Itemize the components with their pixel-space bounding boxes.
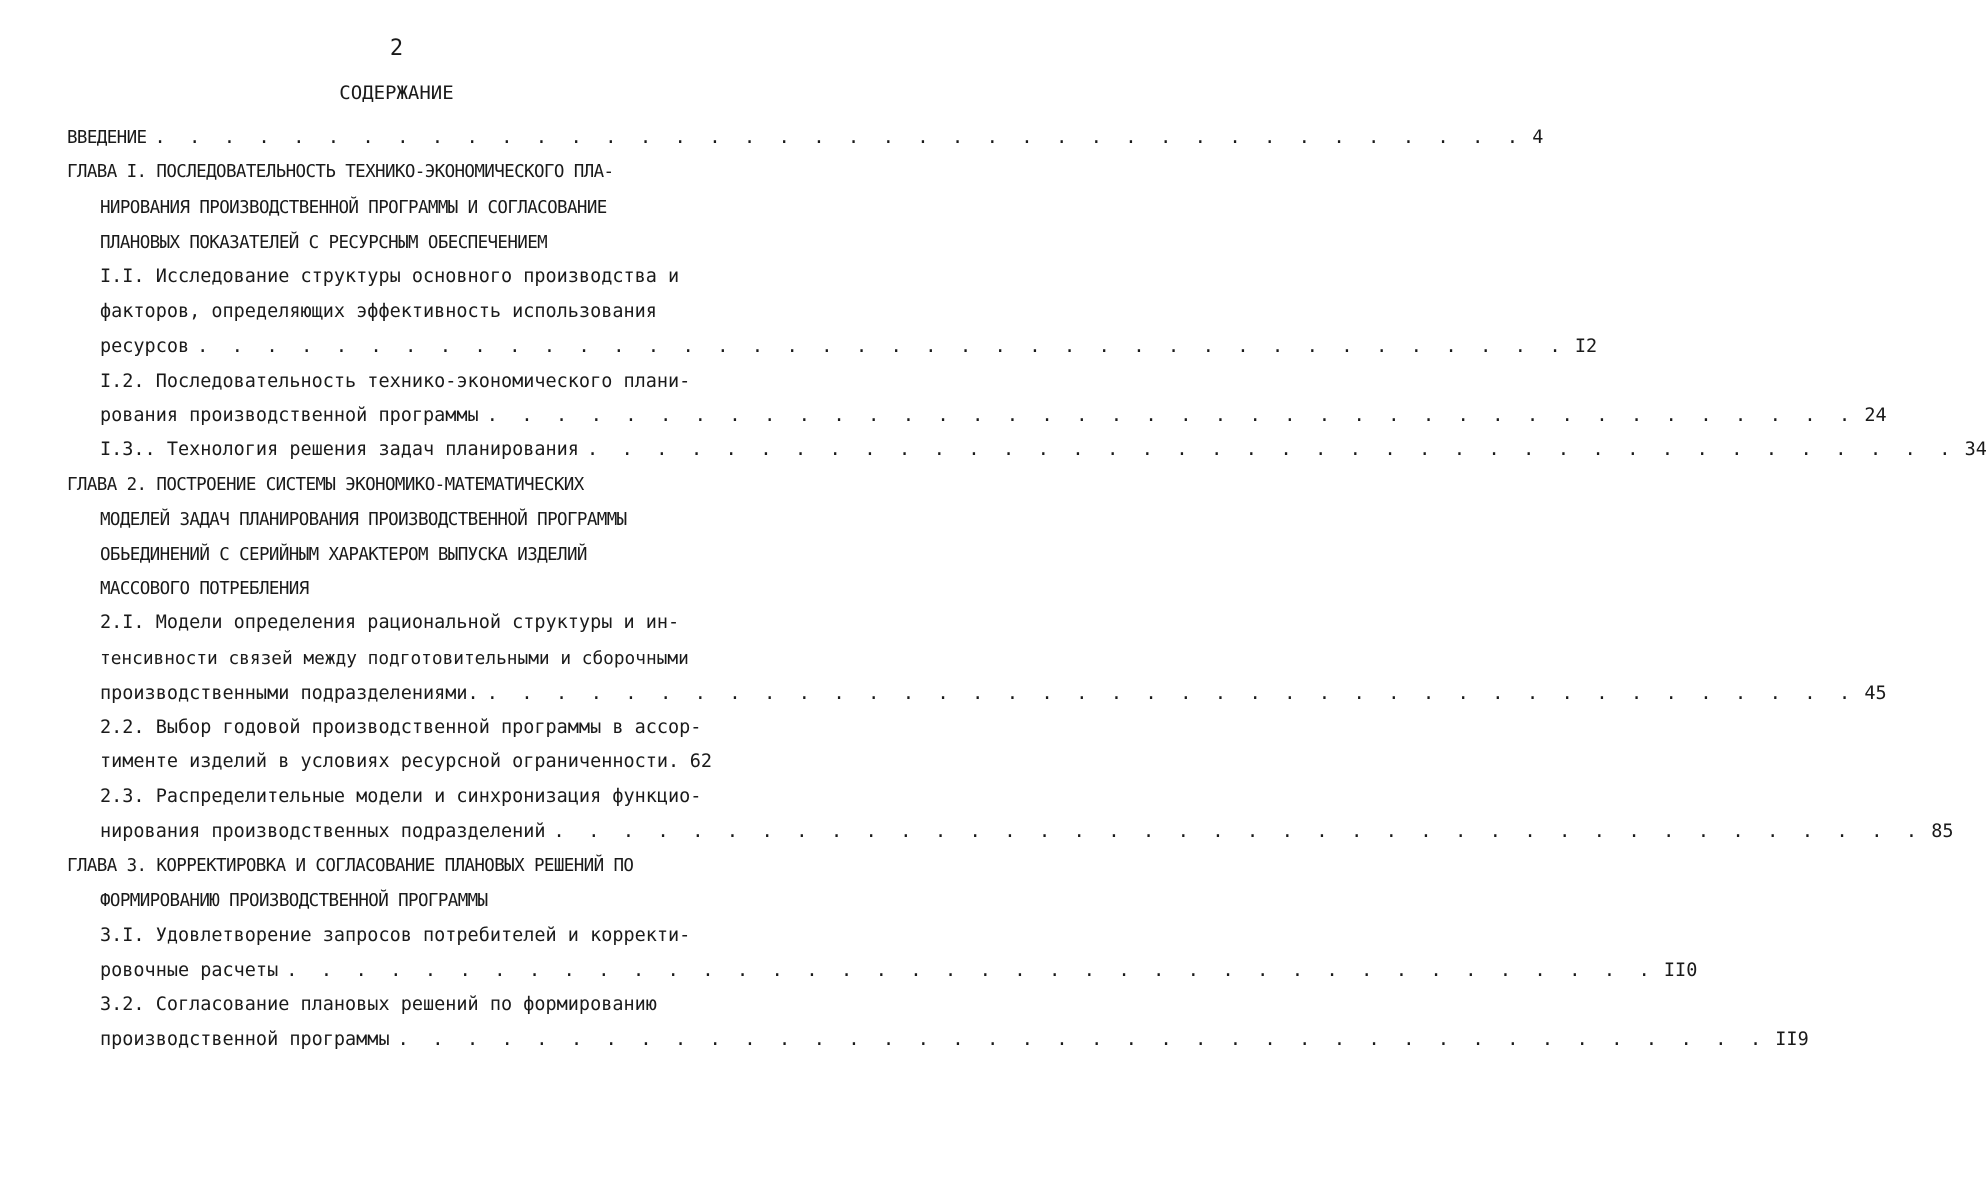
section-2-2-line-1: 2.2. Выбор годовой производственной программы в ассор- xyxy=(100,717,702,738)
toc-page-number: II0 xyxy=(1663,960,1698,981)
toc-entry-text: производственными подразделениями. xyxy=(100,683,479,704)
chapter-2-heading-line-3: ОБЬЕДИНЕНИЙ С СЕРИЙНЫМ ХАРАКТЕРОМ ВЫПУСКА ИЗДЕЛИЙ xyxy=(100,545,587,565)
section-1-1-line-3 xyxy=(100,332,1598,362)
toc-entry-text: ресурсов xyxy=(100,336,190,357)
chapter-2-heading-line-2: МОДЕЛЕЙ ЗАДАЧ ПЛАНИРОВАНИЯ ПРОИЗВОДСТВЕННОЙ ПРОГРАММЫ xyxy=(100,510,627,530)
chapter-3-heading-line-2: ФОРМИРОВАНИЮ ПРОИЗВОДСТВЕННОЙ ПРОГРАММЫ xyxy=(100,891,488,911)
chapter-1-heading-line-2: НИРОВАНИЯ ПРОИЗВОДСТВЕННОЙ ПРОГРАММЫ И СОГЛАСОВАНИЕ xyxy=(100,198,607,218)
dot-leader: . . . . . . . . . . . . . . . . . . . . . . . . . . . . . . . . . . . . . . . . xyxy=(197,336,1567,357)
section-1-3-line-1 xyxy=(100,435,1987,465)
dot-leader: . . . . . . . . . . . . . . . . . . . . . . . . . . . . . . . . . . . . . . . . xyxy=(397,1029,1768,1050)
section-2-1-line-1: 2.I. Модели определения рациональной структуры и ин- xyxy=(100,612,680,633)
dot-leader xyxy=(681,747,682,777)
toc-page-number: I2 xyxy=(1574,336,1598,357)
section-2-1-line-2: тенсивности связей между подготовительными и сборочными xyxy=(100,648,689,669)
toc-entry-text: производственной программы xyxy=(100,1029,390,1050)
toc-page-number: II9 xyxy=(1775,1029,1809,1050)
toc-entry-text: ВВЕДЕНИЕ xyxy=(67,128,147,148)
section-3-2-line-1: 3.2. Согласование плановых решений по формированию xyxy=(100,994,657,1015)
section-3-1-line-1: 3.I. Удовлетворение запросов потребителей и корректи- xyxy=(100,925,691,946)
toc-page-number: 24 xyxy=(1864,405,1887,426)
dot-leader: . . . . . . . . . . . . . . . . . . . . . . . . . . . . . . . . . . . . . . . . xyxy=(286,960,1656,981)
toc-entry-intro xyxy=(67,123,1544,153)
section-2-1-line-3 xyxy=(100,679,1887,709)
toc-page-number: 62 xyxy=(689,751,712,772)
section-1-1-line-2: факторов, определяющих эффективность использования xyxy=(100,301,657,322)
dot-leader: . . . . . . . . . . . . . . . . . . . . . . . . . . . . . . . . . . . . . . . . xyxy=(154,127,1525,148)
section-2-3-line-1: 2.3. Распределительные модели и синхронизация функцио- xyxy=(100,786,702,807)
dot-leader: . . . . . . . . . . . . . . . . . . . . . . . . . . . . . . . . . . . . . . . . xyxy=(486,405,1857,426)
section-3-1-line-2 xyxy=(100,956,1698,986)
chapter-3-heading-line-1: ГЛАВА 3. КОРРЕКТИРОВКА И СОГЛАСОВАНИЕ ПЛАНОВЫХ РЕШЕНИЙ ПО xyxy=(67,856,634,876)
toc-entry-text: нирования производственных подразделений xyxy=(100,821,546,842)
chapter-2-heading-line-4: МАССОВОГО ПОТРЕБЛЕНИЯ xyxy=(100,579,309,599)
section-2-2-line-2 xyxy=(100,747,712,777)
chapter-2-heading-line-1: ГЛАВА 2. ПОСТРОЕНИЕ СИСТЕМЫ ЭКОНОМИКО-МАТЕМАТИЧЕСКИХ xyxy=(67,475,584,495)
section-1-2-line-2 xyxy=(100,401,1887,431)
section-2-3-line-2 xyxy=(100,817,1954,847)
section-1-1-line-1: I.I. Исследование структуры основного производства и xyxy=(100,266,680,287)
toc-page-number: 85 xyxy=(1931,821,1954,842)
section-3-2-line-2 xyxy=(100,1025,1809,1055)
toc-entry-text: I.3.. Технология решения задач планирования xyxy=(100,439,579,460)
chapter-1-heading-line-1: ГЛАВА I. ПОСЛЕДОВАТЕЛЬНОСТЬ ТЕХНИКО-ЭКОНОМИЧЕСКОГО ПЛА- xyxy=(67,162,614,182)
toc-entry-text: рования производственной программы xyxy=(100,405,479,426)
dot-leader: . . . . . . . . . . . . . . . . . . . . . . . . . . . . . . . . . . . . . . . . xyxy=(553,821,1924,842)
toc-entry-text: ровочные расчеты xyxy=(100,960,279,981)
toc-page-number: 4 xyxy=(1532,127,1544,148)
toc-title: СОДЕРЖАНИЕ xyxy=(339,82,454,104)
dot-leader: . . . . . . . . . . . . . . . . . . . . . . . . . . . . . . . . . . . . . . . . xyxy=(486,683,1857,704)
section-1-2-line-1: I.2. Последовательность технико-экономического плани- xyxy=(100,371,691,392)
toc-page-number: 34 xyxy=(1964,439,1987,460)
toc-page-number: 45 xyxy=(1864,683,1887,704)
chapter-1-heading-line-3: ПЛАНОВЫХ ПОКАЗАТЕЛЕЙ С РЕСУРСНЫМ ОБЕСПЕЧЕНИЕМ xyxy=(100,233,548,253)
page-number: 2 xyxy=(389,36,404,61)
dot-leader: . . . . . . . . . . . . . . . . . . . . . . . . . . . . . . . . . . . . . . . . xyxy=(586,439,1957,460)
toc-entry-text: тименте изделий в условиях ресурсной ограниченности. xyxy=(100,751,680,772)
